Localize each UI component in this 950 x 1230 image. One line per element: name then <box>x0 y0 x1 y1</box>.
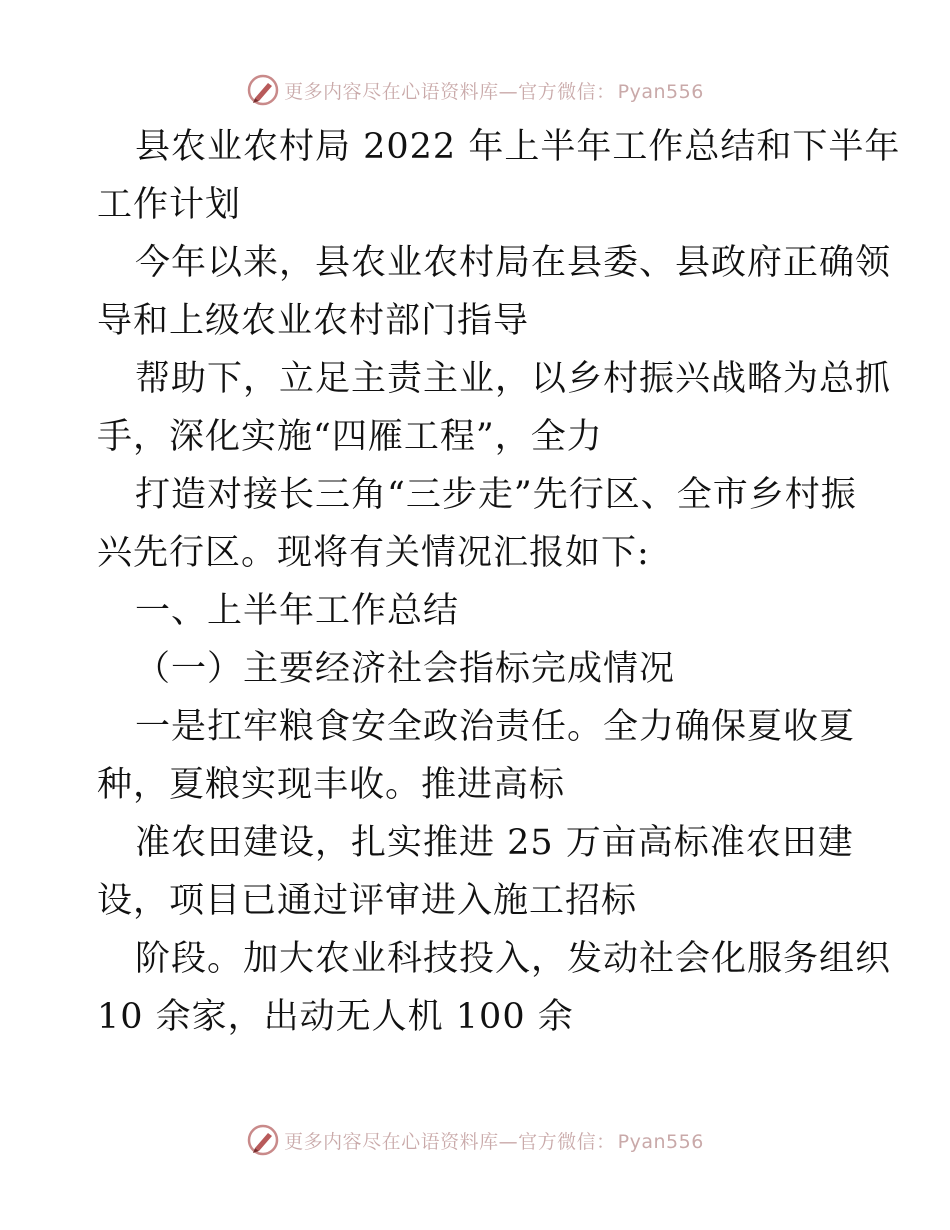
paragraph-line: 手，深化实施“四雁工程”，全力 <box>97 417 603 457</box>
paragraph-line: 设，项目已通过评审进入施工招标 <box>97 881 638 921</box>
pen-logo-icon <box>246 1123 280 1157</box>
watermark-id: Pyan556 <box>617 1130 704 1153</box>
paragraph-line: 10 余家，出动无人机 100 余 <box>97 997 574 1037</box>
paragraph-line: 帮助下，立足主责主业，以乡村振兴战略为总抓 <box>135 359 892 399</box>
paragraph-line: 种，夏粮实现丰收。推进高标 <box>97 765 566 805</box>
title-line-2: 工作计划 <box>97 185 242 225</box>
document-body <box>97 118 901 1046</box>
paragraph-line: 导和上级农业农村部门指导 <box>97 301 530 341</box>
section-heading: 一、上半年工作总结 <box>135 591 460 631</box>
paragraph-line: 兴先行区。现将有关情况汇报如下: <box>97 533 650 573</box>
watermark-footer <box>0 1122 950 1158</box>
watermark-text: 更多内容尽在心语资料库—官方微信： <box>284 1130 616 1153</box>
watermark-text: 更多内容尽在心语资料库—官方微信： <box>284 80 616 103</box>
pen-logo-icon <box>246 73 280 107</box>
paragraph-line: 打造对接长三角“三步走”先行区、全市乡村振 <box>135 475 857 515</box>
paragraph-line: 阶段。加大农业科技投入，发动社会化服务组织 <box>135 939 892 979</box>
subsection-heading: （一）主要经济社会指标完成情况 <box>135 649 676 689</box>
watermark-id: Pyan556 <box>617 80 704 103</box>
title-line-1: 县农业农村局 2022 年上半年工作总结和下半年 <box>135 127 901 167</box>
paragraph-line: 一是扛牢粮食安全政治责任。全力确保夏收夏 <box>135 707 856 747</box>
watermark-header <box>0 72 950 108</box>
paragraph-line: 今年以来，县农业农村局在县委、县政府正确领 <box>135 243 892 283</box>
paragraph-line: 准农田建设，扎实推进 25 万亩高标准农田建 <box>135 823 854 863</box>
